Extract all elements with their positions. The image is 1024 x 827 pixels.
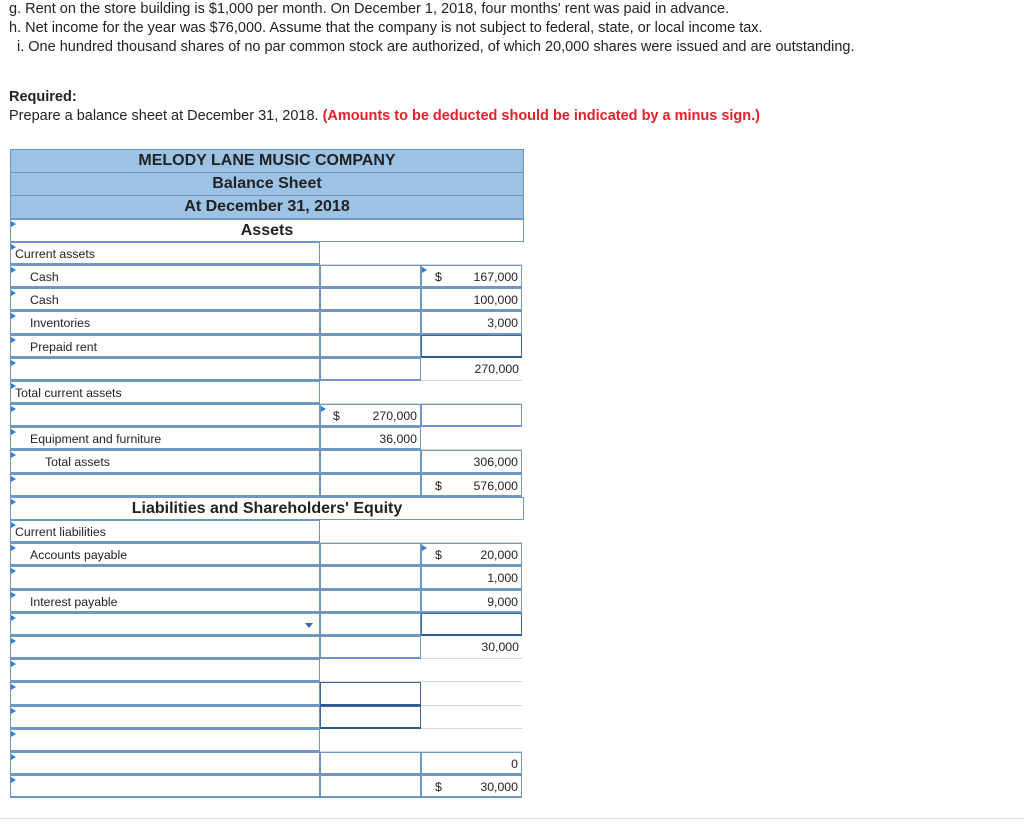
liability-amount-col2	[320, 520, 421, 543]
liability-amount-col3	[421, 682, 522, 705]
liability-amount-col3	[421, 520, 522, 543]
required-text: Prepare a balance sheet at December 31, 2018.	[9, 108, 323, 124]
balance-sheet-table	[10, 149, 524, 798]
row-label: Prepaid rent	[30, 339, 97, 354]
amount-value: 270,000	[372, 409, 417, 424]
dollar-sign: $	[435, 478, 442, 493]
asset-amount-col2[interactable]	[320, 450, 421, 473]
asset-row	[10, 450, 524, 473]
amount-value: 3,000	[487, 316, 518, 331]
row-marker-icon	[11, 267, 16, 273]
asset-amount-col2[interactable]	[320, 358, 421, 381]
asset-amount-col2	[320, 242, 421, 265]
amount-value: 0	[511, 756, 518, 771]
asset-amount-col3[interactable]	[421, 474, 522, 497]
asset-amount-col2	[320, 381, 421, 404]
row-label: Interest payable	[30, 594, 118, 609]
company-name: MELODY LANE MUSIC COMPANY	[10, 149, 524, 172]
asset-amount-col2[interactable]	[320, 474, 421, 497]
required-note: (Amounts to be deducted should be indicated by a minus sign.)	[322, 108, 761, 124]
asset-amount-col3[interactable]	[421, 265, 522, 288]
row-label: Current assets	[15, 246, 95, 261]
required-section	[9, 88, 760, 126]
liability-row	[10, 729, 524, 752]
liability-row	[10, 752, 524, 775]
row-label: Cash	[30, 269, 59, 284]
amount-value: 30,000	[480, 780, 518, 795]
liability-amount-col3[interactable]	[421, 613, 522, 636]
liability-amount-col3	[421, 636, 522, 659]
liability-amount-col3	[421, 729, 522, 752]
asset-row	[10, 381, 524, 404]
amount-value: 1,000	[487, 571, 518, 586]
liability-row	[10, 520, 524, 543]
liability-label-cell[interactable]	[10, 752, 320, 775]
asset-amount-col3	[421, 381, 522, 404]
liability-amount-col3[interactable]	[421, 775, 522, 798]
row-label: Current liabilities	[15, 525, 106, 539]
liabilities-heading: Liabilities and Shareholders' Equity	[10, 497, 524, 520]
amount-value: 20,000	[480, 548, 518, 563]
asset-amount-col3[interactable]	[421, 311, 522, 334]
liability-amount-col2[interactable]	[320, 775, 421, 798]
liability-row	[10, 775, 524, 798]
intro-line-h: h. Net income for the year was $76,000. Assume that the company is not subject to federal, state, or local income tax.	[9, 20, 763, 36]
liability-amount-col2[interactable]	[320, 613, 421, 636]
row-marker-icon	[11, 522, 16, 528]
row-marker-icon	[11, 615, 16, 621]
liability-amount-col2[interactable]	[320, 682, 421, 705]
liability-row	[10, 543, 524, 566]
assets-heading: Assets	[10, 219, 524, 242]
dollar-sign: $	[435, 780, 442, 795]
asset-row	[10, 358, 524, 381]
asset-label-cell[interactable]	[10, 311, 320, 334]
dollar-sign: $	[435, 269, 442, 284]
row-marker-icon	[11, 754, 16, 760]
amount-value: 30,000	[481, 639, 519, 654]
liability-amount-col2	[320, 659, 421, 682]
row-marker-icon	[11, 244, 16, 250]
row-label: Total assets	[45, 455, 110, 470]
asset-label-cell[interactable]	[10, 450, 320, 473]
liability-amount-col3[interactable]	[421, 590, 522, 613]
row-marker-icon	[11, 661, 16, 667]
row-marker-icon	[11, 708, 16, 714]
amount-value: 100,000	[473, 293, 518, 308]
asset-amount-col3	[421, 427, 522, 450]
row-marker-icon	[11, 383, 16, 389]
liability-label-cell[interactable]	[10, 590, 320, 613]
liability-label-cell[interactable]	[10, 706, 320, 729]
intro-line-i: i. One hundred thousand shares of no par common stock are authorized, of which 20,000 shares were issued and are outstanding.	[17, 39, 855, 55]
row-label: Total current assets	[15, 385, 122, 400]
amount-value: 306,000	[473, 455, 518, 470]
cell-marker-icon	[321, 406, 326, 412]
asset-amount-col3	[421, 358, 522, 381]
asset-label-cell[interactable]	[10, 288, 320, 311]
asset-amount-col2[interactable]	[320, 288, 421, 311]
row-marker-icon	[11, 290, 16, 296]
asset-row	[10, 288, 524, 311]
liability-label-cell[interactable]	[10, 775, 320, 798]
asset-row	[10, 427, 524, 450]
row-label: Equipment and furniture	[30, 432, 162, 447]
row-label: Accounts payable	[30, 548, 128, 563]
asset-row	[10, 474, 524, 497]
asset-row	[10, 265, 524, 288]
asset-label-cell[interactable]	[10, 381, 320, 404]
liability-label-cell[interactable]	[10, 729, 320, 752]
asset-amount-col3	[421, 242, 522, 265]
asset-amount-col3[interactable]	[421, 450, 522, 473]
row-marker-icon	[11, 221, 16, 227]
liability-label-cell[interactable]	[10, 566, 320, 589]
asset-amount-col2[interactable]	[320, 404, 421, 427]
liability-amount-col2[interactable]	[320, 543, 421, 566]
asset-amount-col3[interactable]	[421, 404, 522, 427]
asset-label-cell[interactable]	[10, 358, 320, 381]
row-marker-icon	[11, 638, 16, 644]
statement-title: Balance Sheet	[10, 172, 524, 195]
dropdown-arrow-icon[interactable]	[305, 623, 313, 628]
asset-label-cell[interactable]	[10, 242, 320, 265]
liability-label-cell[interactable]	[10, 520, 320, 543]
row-marker-icon	[11, 452, 16, 458]
asset-amount-col2[interactable]	[320, 427, 421, 450]
asset-amount-col2[interactable]	[320, 311, 421, 334]
asset-row	[10, 404, 524, 427]
dollar-sign: $	[435, 548, 442, 563]
liability-amount-col2[interactable]	[320, 566, 421, 589]
liability-amount-col2[interactable]	[320, 706, 421, 729]
liability-row	[10, 682, 524, 705]
cell-marker-icon	[422, 267, 427, 273]
liability-row	[10, 659, 524, 682]
liability-amount-col3	[421, 706, 522, 729]
asset-row	[10, 335, 524, 358]
asset-amount-col2[interactable]	[320, 265, 421, 288]
row-marker-icon	[11, 406, 16, 412]
asset-label-cell[interactable]	[10, 265, 320, 288]
row-marker-icon	[11, 337, 16, 343]
statement-date: At December 31, 2018	[10, 195, 524, 218]
liability-amount-col3[interactable]	[421, 752, 522, 775]
liability-row	[10, 636, 524, 659]
problem-text	[9, 0, 854, 57]
liability-label-cell[interactable]	[10, 659, 320, 682]
liability-row	[10, 613, 524, 636]
asset-label-cell[interactable]	[10, 404, 320, 427]
liability-amount-col3[interactable]	[421, 543, 522, 566]
liability-label-cell[interactable]	[10, 543, 320, 566]
row-marker-icon	[11, 499, 16, 505]
amount-value: 270,000	[474, 361, 519, 376]
row-marker-icon	[11, 777, 16, 783]
asset-row	[10, 311, 524, 334]
amount-value: 167,000	[473, 269, 518, 284]
row-marker-icon	[11, 568, 16, 574]
cell-marker-icon	[422, 545, 427, 551]
asset-label-cell[interactable]	[10, 427, 320, 450]
asset-amount-col2[interactable]	[320, 335, 421, 358]
intro-line-g: g. Rent on the store building is $1,000 per month. On December 1, 2018, four months' rent was paid in advance.	[9, 1, 730, 17]
liability-amount-col2	[320, 729, 421, 752]
row-label: Inventories	[30, 316, 91, 331]
liability-label-cell[interactable]	[10, 682, 320, 705]
liability-label-cell[interactable]	[10, 613, 320, 636]
asset-row	[10, 242, 524, 265]
row-marker-icon	[11, 592, 16, 598]
asset-label-cell[interactable]	[10, 335, 320, 358]
liability-amount-col2[interactable]	[320, 752, 421, 775]
liability-label-cell[interactable]	[10, 636, 320, 659]
liability-amount-col2[interactable]	[320, 636, 421, 659]
row-label: Cash	[30, 293, 59, 308]
row-marker-icon	[11, 313, 16, 319]
liability-row	[10, 590, 524, 613]
page-divider	[0, 818, 1024, 819]
asset-label-cell[interactable]	[10, 474, 320, 497]
dollar-sign: $	[333, 409, 340, 424]
row-marker-icon	[11, 476, 16, 482]
liability-amount-col3	[421, 659, 522, 682]
amount-value: 9,000	[487, 594, 518, 609]
amount-value: 36,000	[379, 432, 417, 447]
asset-amount-col3[interactable]	[421, 288, 522, 311]
row-marker-icon	[11, 545, 16, 551]
amount-value: 576,000	[473, 478, 518, 493]
liability-amount-col2[interactable]	[320, 590, 421, 613]
asset-amount-col3[interactable]	[421, 335, 522, 358]
row-marker-icon	[11, 429, 16, 435]
row-marker-icon	[11, 360, 16, 366]
liability-row	[10, 706, 524, 729]
row-marker-icon	[11, 684, 16, 690]
row-marker-icon	[11, 731, 16, 737]
liability-amount-col3[interactable]	[421, 566, 522, 589]
required-label: Required:	[9, 89, 77, 105]
liability-row	[10, 566, 524, 589]
